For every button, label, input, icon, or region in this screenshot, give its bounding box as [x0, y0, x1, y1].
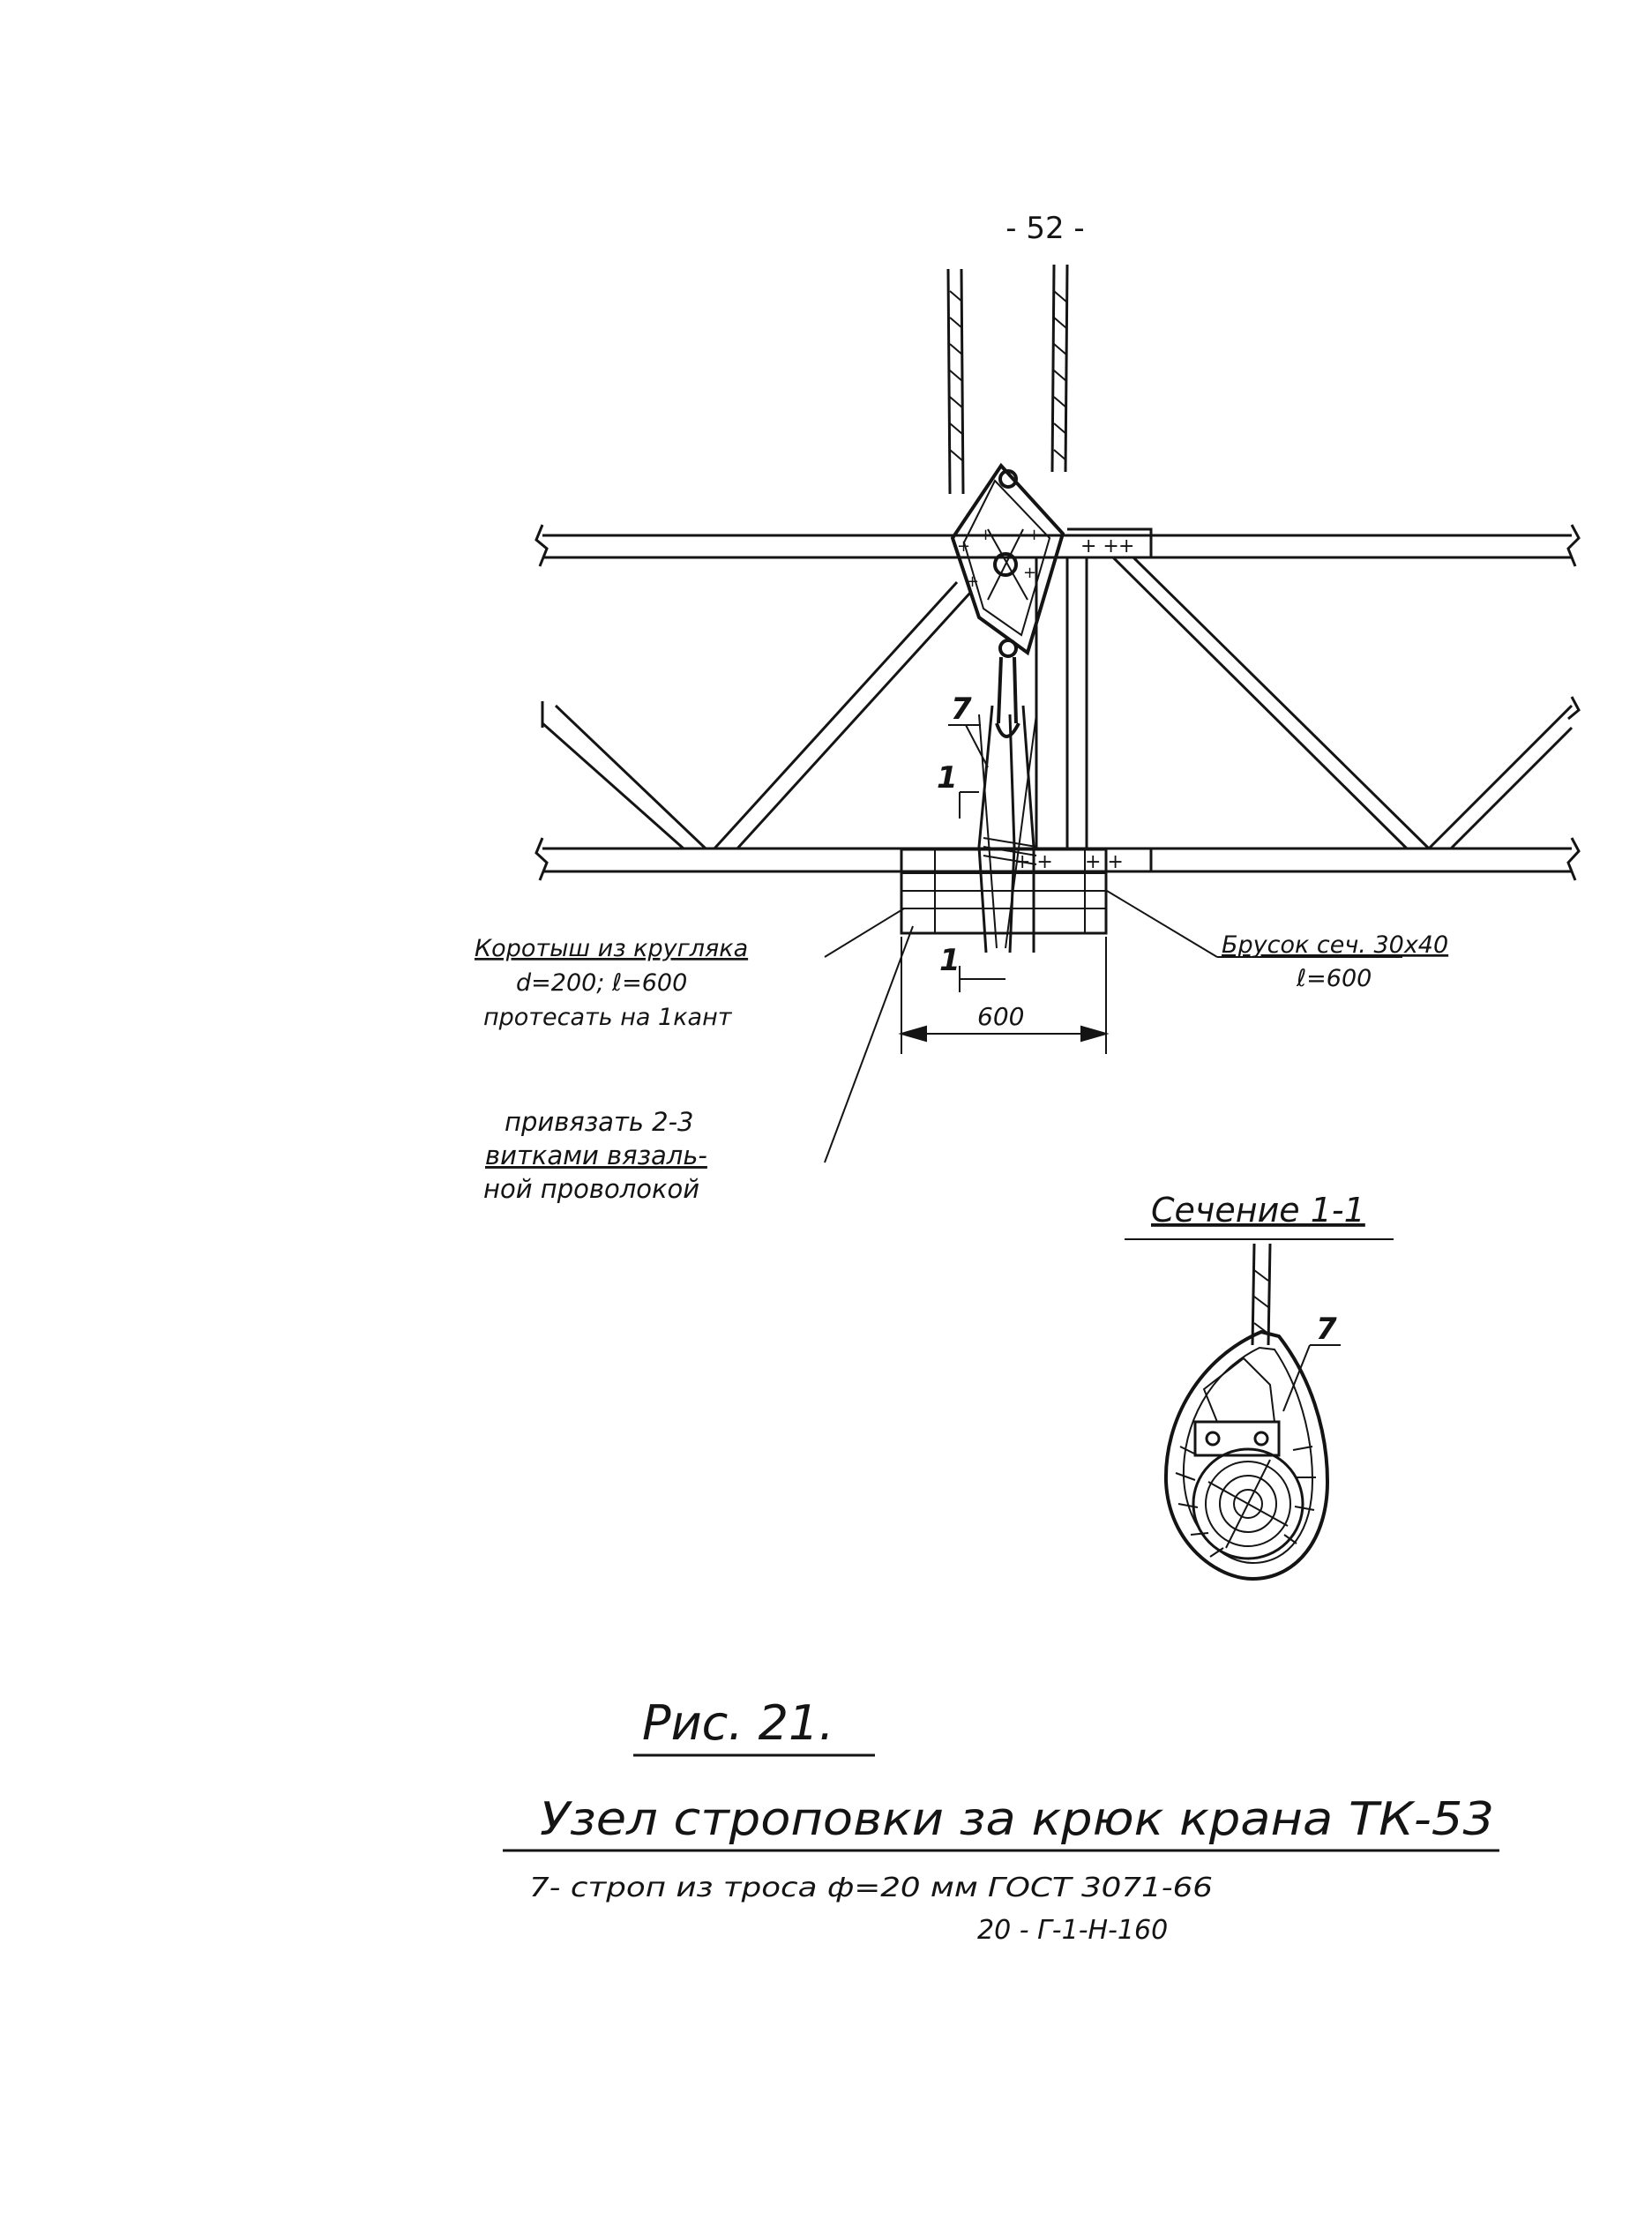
svg-text:+: +	[957, 537, 971, 556]
svg-text:+ +: + +	[1085, 851, 1124, 873]
svg-text:+: +	[1028, 526, 1042, 544]
page-number: - 52 -	[1005, 211, 1085, 246]
svg-text:+: +	[1118, 535, 1135, 557]
section-detail	[1166, 1244, 1327, 1579]
section-mark-bottom-label: 1	[939, 943, 961, 978]
section-title: Сечение 1-1	[1151, 1191, 1365, 1230]
label-privyazat-line3: ной проволокой	[483, 1174, 700, 1204]
log-block	[901, 849, 1106, 933]
svg-text:+ +: + +	[1080, 535, 1119, 557]
callout-7-top-label: 7	[951, 692, 972, 727]
figure-note-line2: 20 - Г-1-Н-160	[977, 1915, 1169, 1946]
section-mark-top	[960, 792, 979, 819]
dimension-600	[901, 937, 1106, 1054]
label-brusok-line1: Брусок сеч. 30x40	[1222, 931, 1449, 959]
svg-text:+: +	[966, 572, 980, 591]
label-privyazat-line2: витками вязаль-	[485, 1140, 707, 1170]
ropes	[948, 265, 1067, 494]
figure-title: Узел строповки за крюк крана ТК-53	[540, 1793, 1494, 1846]
svg-text:+: +	[979, 526, 993, 544]
sling	[979, 706, 1036, 953]
label-korotysh-line2: d=200; ℓ=600	[516, 969, 688, 997]
figure-number: Рис. 21.	[642, 1695, 834, 1751]
truss	[536, 525, 1579, 880]
figure-note-line1: 7- строп из троса ф=20 мм ГОСТ 3071-66	[529, 1873, 1213, 1903]
label-korotysh-line1: Коротыш из кругляка	[475, 935, 749, 962]
svg-text:+: +	[1023, 564, 1037, 582]
section-mark-top-label: 1	[937, 760, 958, 796]
label-brusok-line2: ℓ=600	[1297, 965, 1372, 992]
callout-7-section-label: 7	[1316, 1312, 1337, 1347]
label-korotysh-line3: протесать на 1кант	[483, 1004, 732, 1031]
svg-text:+ +: + +	[1014, 851, 1053, 873]
dimension-600-label: 600	[977, 1002, 1025, 1031]
label-privyazat-line1: привязать 2-3	[505, 1107, 694, 1137]
section-mark-bottom	[960, 966, 1005, 992]
